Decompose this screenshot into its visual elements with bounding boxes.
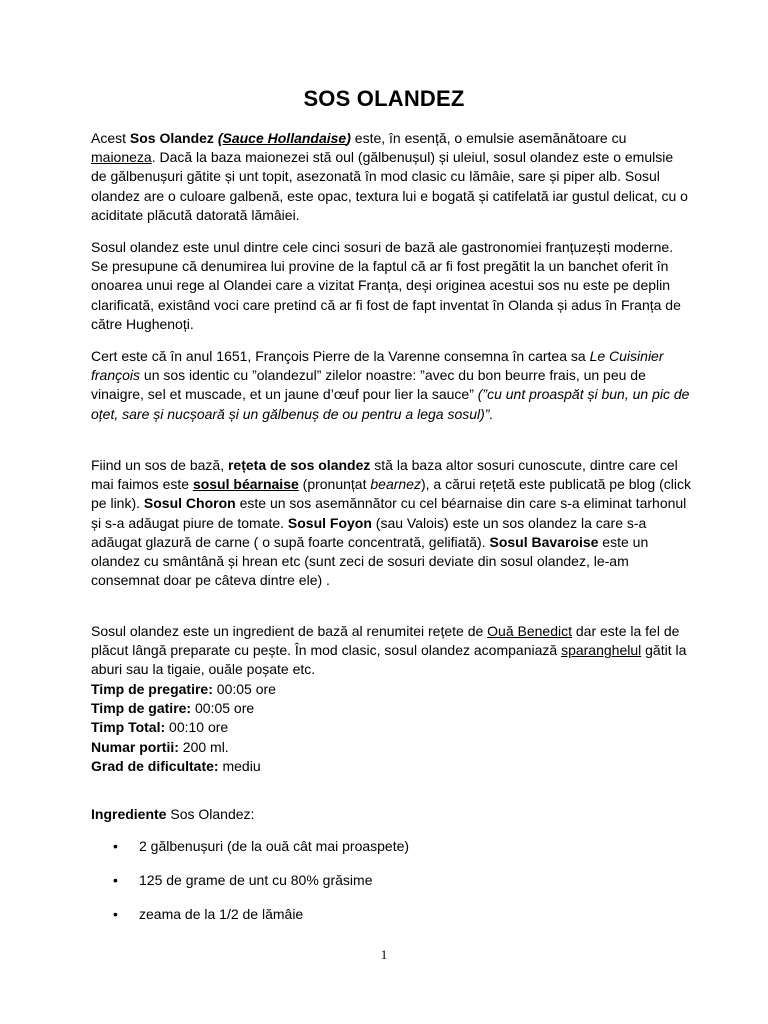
text: Sosul olandez este un ingredient de bază al renumitei rețete de — [91, 623, 488, 639]
text: este un olandez cu smântână și hrean etc (sunt zeci de sosuri deviate din sosul olandez, le-am consemnat doar pe câteva dintre ele) . — [91, 533, 649, 589]
document-page: SOS OLANDEZ Acest Sos Olandez (Sauce Hollandaise) este, în esență, o emulsie asemănătoare cu maioneza. Dacă la baza maionezei stă oul (gălbenușul) și uleiul, sosul olandez este o emulsie de gălbenușuri gătite și unt topit, asezonată în mod clasic cu lămâie, sare și piper alb. Sosul olandez are o culoare galbenă, este opac, textura lui e bogată și catifelată iar gustul delicat, cu o aciditate plăcută datorată lămâiei. Sosul olandez este unul dintre cele cinci sosuri de bază ale gastronomiei franțuzești moderne. Se presupune că denumirea lui provine de la faptul că ar fi fost pregătit la un banchet oferit în onoarea unui rege al Olandei care a vizitat Franța, deși originea acestui sos nu este pe deplin clarificată, existând voci care pretind că ar fi fost de fapt inventat în Olanda și adus în Franța de către Hughenoți. Cert este că în anul 1651, François Pierre de la Varenne consemna în cartea sa Le Cuisinier françois un sos identic cu ”olandezul” zilelor noastre: ”avec du bon beurre frais, un peu de vinaigre, sel et muscade, et un jaune d’œuf pour lier la sauce” (”cu unt proaspăt și bun, un pic de oțet, sare și nucșoară și un gălbenuș de ou pentru a lega sosul)”. Fiind un sos de bază, rețeta de sos olandez stă la baza altor sosuri cunoscute, dintre care cel mai faimos este sosul béarnaise (pronunțat bearnez), a cărui rețetă este publicată pe blog (click pe link). Sosul Choron este un sos asemănnător cu cel béarnaise din care s-a eliminat tarhonul și s-a adăugat piure de tomate. Sosul Foyon (sau Valois) este un sos olandez la care s-a adăugat glazură de carne ( o supă foarte concentrată, gelifiată). Sosul Bavaroise este un olandez cu smântână și hrean etc (sunt zeci de sosuri deviate din sosul olandez, le-am consemnat doar pe câteva dintre ele) . Sosul olandez este un ingredient de bază al renumitei rețete de Ouă Benedict dar este la fel de plăcut lângă preparate cu pește. În mod clasic, sosul olandez acompaniază sparanghelul gătit la aburi sau la tigaie, ouăle poșate etc. Timp de pregatire: 00:05 ore Timp de gatire: 00:05 ore Timp Total: 00:10 ore Numar portii: 200 ml. Grad de dificultate: mediu Ingrediente Sos Olandez: • 2 gălbenușuri (de la ouă cât mai proaspete) • 125 de grame de unt cu 80% grăsime • zeama de la 1/2 de lămâie 1 — [0, 0, 768, 1024]
italic-text: (”cu unt proaspăt și bun, un pic de oțet, sare și nucșoară și un gălbenuș de ou pentru a lega sosul)”. — [91, 386, 690, 422]
derived-sauces-paragraph — [91, 456, 691, 590]
history-paragraph — [91, 347, 691, 424]
text: ), a cărui rețetă este publicată pe blog (click pe link). — [91, 476, 691, 512]
info-difficulty: Grad de dificultate: mediu — [91, 757, 261, 774]
text: . Dacă la baza maionezei stă oul (gălbenușul) și uleiul, sosul olandez este o emulsie de gălbenușuri gătite și unt topit, asezonată în mod clasic cu lămâie, sare și piper alb. Sosul olandez are o culoare galbenă, este opac, textura lui e bogată și catifelată iar gustul delicat, cu o aciditate plăcută datorată lămâiei. — [91, 149, 688, 223]
text: Acest — [91, 130, 130, 146]
text: dar este la fel de plăcut lângă preparate cu pește. În mod clasic, sosul olandez acompaniază — [91, 623, 680, 659]
info-cook-time: Timp de gatire: 00:05 ore — [91, 700, 255, 717]
bold-text: Sos Olandez — [129, 130, 214, 146]
bold-italic-text: (Sauce Hollandaise) — [217, 130, 351, 146]
page-number: 1 — [380, 947, 388, 962]
recipe-info — [91, 680, 691, 776]
text: Cert este că în anul 1651, François Pierre de la Varenne consemna în cartea sa — [91, 348, 590, 364]
bearnaise-link[interactable]: sosul béarnaise — [192, 476, 299, 493]
document-title: SOS OLANDEZ — [303, 86, 465, 111]
sparanghel-link[interactable]: sparanghelul — [561, 642, 642, 659]
maioneza-link[interactable]: maioneza — [91, 149, 152, 166]
origin-paragraph: Sosul olandez este unul dintre cele cinci sosuri de bază ale gastronomiei franțuzești moderne. Se presupune că denumirea lui provine de la faptul că ar fi fost pregătit la un banchet oferit în onoarea unui rege al Olandei care a vizitat Franța, deși originea acestui sos nu este pe deplin clarificată, existând voci care pretind că ar fi fost de fapt inventat în Olanda și adus în Franța de către Hughenoți. — [91, 239, 681, 332]
text: gătit la aburi sau la tigaie, ouăle poșate etc. — [91, 642, 687, 678]
bold-text: rețeta de sos olandez — [227, 457, 371, 473]
intro-paragraph — [91, 129, 691, 225]
usage-paragraph — [91, 622, 691, 680]
bullet-icon: • — [113, 872, 118, 888]
text: un sos identic cu ”olandezul” zilelor noastre: ”avec du bon beurre frais, un peu de vinaigre, sel et muscade, et un jaune d’œuf pour lier la sauce” — [91, 367, 646, 403]
oua-benedict-link[interactable]: Ouă Benedict — [487, 623, 572, 639]
bold-text: Sosul Foyon — [287, 514, 372, 531]
ingredients-heading: Ingrediente Sos Olandez: — [91, 806, 255, 822]
info-total-time: Timp Total: 00:10 ore — [91, 719, 229, 736]
bold-text: Sosul Choron — [143, 495, 236, 512]
italic-text: Le Cuisinier françois — [91, 348, 664, 384]
info-portions: Numar portii: 200 ml. — [91, 738, 229, 755]
text: Fiind un sos de bază, — [91, 457, 228, 473]
text: stă la baza altor sosuri cunoscute, dintre care cel mai faimos este — [91, 457, 678, 493]
bullet-icon: • — [113, 838, 118, 854]
info-prep-time: Timp de pregatire: 00:05 ore — [91, 681, 276, 697]
text: (sau Valois) este un sos olandez la care s-a adăugat glazură de carne ( o supă foarte concentrată, gelifiată). — [91, 514, 647, 550]
bold-text: Sosul Bavaroise — [489, 533, 599, 550]
text: (pronunțat — [298, 476, 371, 493]
italic-text: bearnez — [370, 476, 421, 493]
text: este, în esență, o emulsie asemănătoare cu — [350, 130, 627, 146]
text: este un sos asemănnător cu cel béarnaise din care s-a eliminat tarhonul și s-a adăugat piure de tomate. — [91, 495, 687, 531]
bullet-icon: • — [113, 906, 118, 922]
sauce-hollandaise-link[interactable]: Sauce Hollandaise — [222, 130, 347, 146]
